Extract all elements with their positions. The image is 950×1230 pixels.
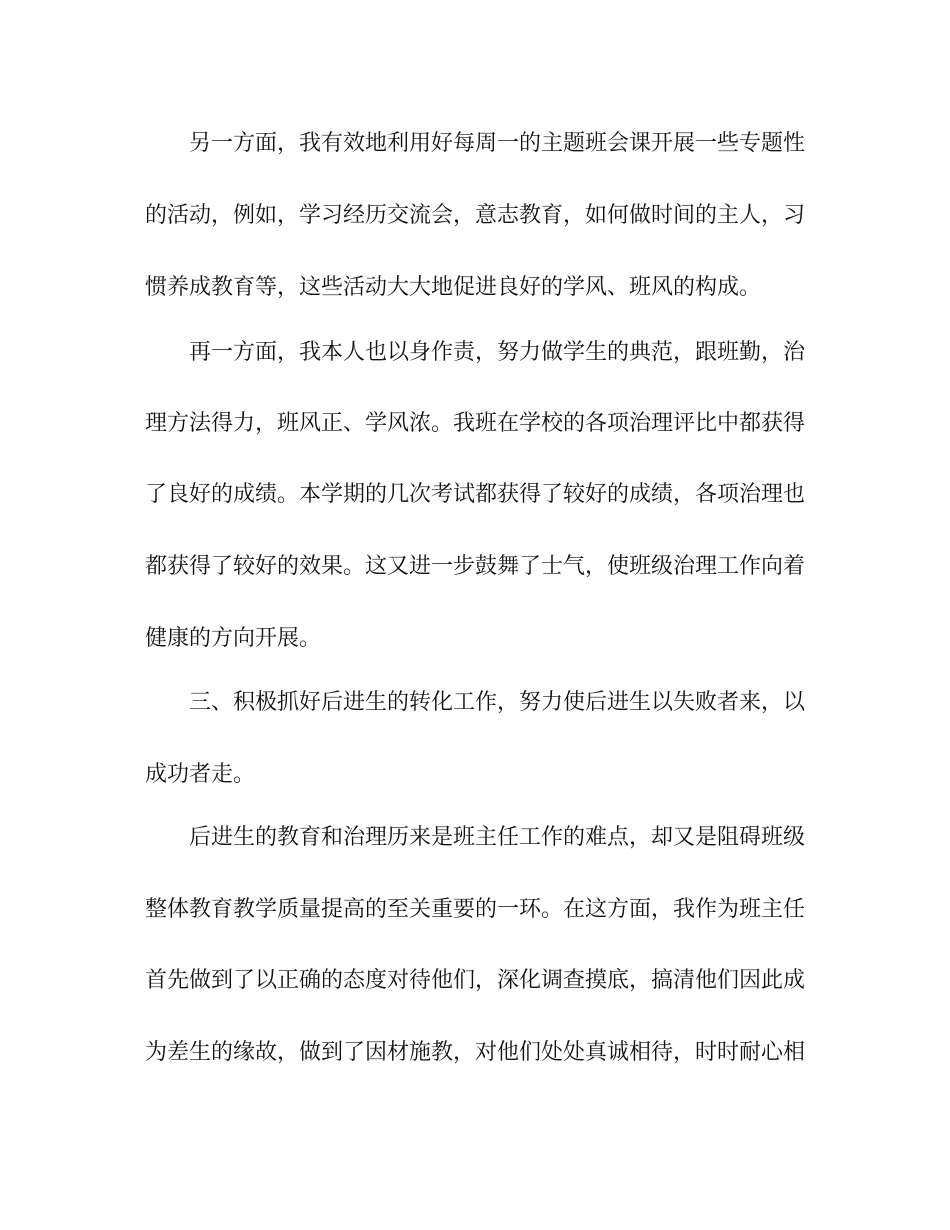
paragraph-2-line-1: 再一方面，我本人也以身作责，努力做学生的典范，跟班勤，治 (189, 340, 805, 365)
paragraph-2-line-4: 都获得了较好的效果。这又进一步鼓舞了士气，使班级治理工作向着 (145, 554, 805, 579)
paragraph-4-line-2: 整体教育教学质量提高的至关重要的一环。在这方面，我作为班主任 (145, 897, 805, 922)
paragraph-1-line-1: 另一方面，我有效地利用好每周一的主题班会课开展一些专题性 (189, 131, 805, 156)
paragraph-1-line-2: 的活动，例如，学习经历交流会，意志教育，如何做时间的主人，习 (145, 203, 805, 228)
paragraph-3-line-1: 三、积极抓好后进生的转化工作，努力使后进生以失败者来，以 (189, 690, 805, 715)
paragraph-1-line-3: 惯养成教育等，这些活动大大地促进良好的学风、班风的构成。 (145, 275, 762, 300)
paragraph-2-line-3: 了良好的成绩。本学期的几次考试都获得了较好的成绩，各项治理也 (145, 482, 805, 507)
paragraph-4-line-3: 首先做到了以正确的态度对待他们，深化调查摸底，搞清他们因此成 (145, 968, 805, 993)
paragraph-2-line-2: 理方法得力，班风正、学风浓。我班在学校的各项治理评比中都获得 (145, 411, 805, 436)
paragraph-2-line-5: 健康的方向开展。 (145, 626, 322, 651)
paragraph-4-line-1: 后进生的教育和治理历来是班主任工作的难点，却又是阻碍班级 (189, 825, 805, 850)
paragraph-4-line-4: 为差生的缘故，做到了因材施教，对他们处处真诚相待，时时耐心相 (145, 1040, 805, 1065)
paragraph-3-line-2: 成功者走。 (145, 762, 256, 787)
